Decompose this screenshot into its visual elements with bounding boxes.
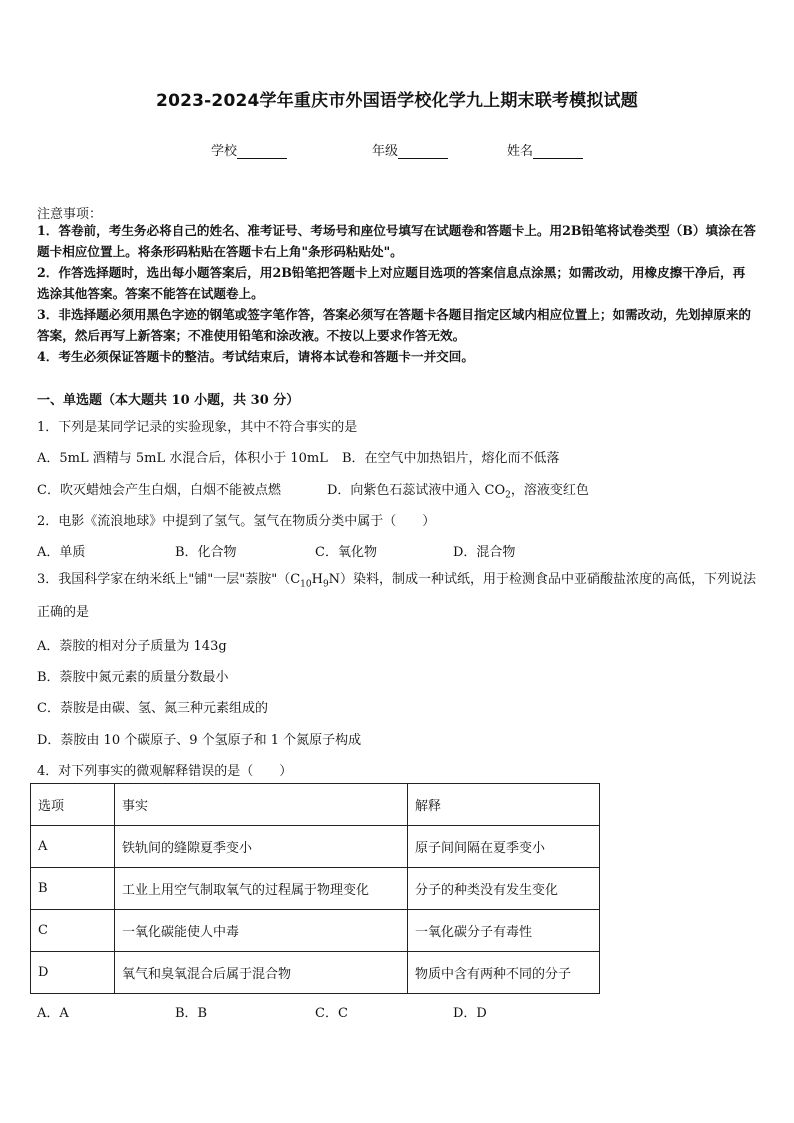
school-field bbox=[211, 140, 287, 159]
q4-option-a: A．A bbox=[37, 1006, 69, 1021]
table-cell: 一氧化碳分子有毒性 bbox=[408, 910, 600, 952]
table-cell: 氧气和臭氧混合后属于混合物 bbox=[115, 952, 408, 994]
table-row bbox=[31, 868, 600, 910]
q1-option-d-text-end: ，溶液变红色 bbox=[510, 483, 589, 498]
table-header-cell: 解释 bbox=[408, 784, 600, 826]
notice-item: 1．答卷前，考生务必将自己的姓名、准考证号、考场号和座位号填写在试题卷和答题卡上。用2B铅笔将试卷类型（B）填涂在答题卡相应位置上。将条形码粘贴在答题卡右上角"条形码粘贴处"。 bbox=[37, 223, 756, 259]
notice-heading: 注意事项： bbox=[37, 207, 103, 222]
notice-item: 4．考生必须保证答题卡的整洁。考试结束后，请将本试卷和答题卡一并交回。 bbox=[37, 349, 474, 364]
table-header-cell: 选项 bbox=[31, 784, 115, 826]
name-blank bbox=[533, 144, 583, 159]
page-title: 2023-2024学年重庆市外国语学校化学九上期末联考模拟试题 bbox=[156, 91, 638, 111]
name-label: 姓名 bbox=[507, 144, 534, 159]
q2-option-c: C．氧化物 bbox=[315, 545, 377, 560]
table-cell: C bbox=[31, 910, 115, 952]
q2-option-d: D．混合物 bbox=[453, 545, 516, 560]
table-cell: 工业上用空气制取氧气的过程属于物理变化 bbox=[115, 868, 408, 910]
q1-option-b: B．在空气中加热铝片，熔化而不低落 bbox=[342, 451, 560, 466]
question-2-stem: 2．电影《流浪地球》中提到了氢气。氢气在物质分类中属于（ ） bbox=[37, 514, 436, 529]
q2-option-b: B．化合物 bbox=[175, 545, 237, 560]
q3-subscript-h: 9 bbox=[322, 579, 329, 590]
q2-option-a: A．单质 bbox=[37, 545, 86, 560]
table-cell: D bbox=[31, 952, 115, 994]
q1-option-a: A．5mL 酒精与 5mL 水混合后，体积小于 10mL bbox=[37, 451, 328, 466]
q1-option-d bbox=[327, 479, 589, 501]
q3-stem-text-end: N）染料，制成一种试纸，用于检测食品中亚硝酸盐浓度的高低，下列说法正确的是 bbox=[37, 572, 757, 620]
grade-blank bbox=[398, 144, 448, 159]
school-label: 学校 bbox=[211, 144, 238, 159]
notice-item: 2．作答选择题时，选出每小题答案后，用2B铅笔把答题卡上对应题目选项的答案信息点涂黑；如需改动，用橡皮擦干净后，再选涂其他答案。答案不能答在试题卷上。 bbox=[37, 265, 746, 301]
table-header-cell: 事实 bbox=[115, 784, 408, 826]
table-cell: A bbox=[31, 826, 115, 868]
q4-option-c: C．C bbox=[315, 1006, 348, 1021]
q3-stem-text: 3．我国科学家在纳米纸上"铺"一层"萘胺"（C bbox=[37, 572, 301, 587]
table-cell: 铁轨间的缝隙夏季变小 bbox=[115, 826, 408, 868]
grade-field bbox=[372, 140, 448, 159]
table-row bbox=[31, 826, 600, 868]
q4-table bbox=[30, 783, 600, 994]
section-title: 一、单选题（本大题共 10 小题，共 30 分） bbox=[37, 393, 300, 408]
name-field bbox=[507, 140, 583, 159]
question-1-stem: 1．下列是某同学记录的实验现象，其中不符合事实的是 bbox=[37, 420, 358, 435]
table-header-row bbox=[31, 784, 600, 826]
question-4-stem: 4．对下列事实的微观解释错误的是（ ） bbox=[37, 764, 293, 779]
table-row bbox=[31, 952, 600, 994]
q3-option-b: B．萘胺中氮元素的质量分数最小 bbox=[37, 670, 229, 685]
table-cell: 分子的种类没有发生变化 bbox=[408, 868, 600, 910]
q1-option-d-subscript: 2 bbox=[505, 490, 511, 501]
notice-item: 3．非选择题必须用黑色字迹的钢笔或签字笔作答，答案必须写在答题卡各题目指定区域内相应位置上；如需改动，先划掉原来的答案，然后再写上新答案；不准使用铅笔和涂改液。不按以上要求作答无效。 bbox=[37, 307, 752, 343]
q3-option-a: A．萘胺的相对分子质量为 143g bbox=[37, 639, 227, 654]
school-blank bbox=[237, 144, 287, 159]
q4-option-d: D．D bbox=[453, 1006, 487, 1021]
table-cell: B bbox=[31, 868, 115, 910]
table-cell: 一氧化碳能使人中毒 bbox=[115, 910, 408, 952]
table-row bbox=[31, 910, 600, 952]
q4-option-b: B．B bbox=[175, 1006, 208, 1021]
question-3-stem bbox=[37, 566, 757, 627]
q3-option-c: C．萘胺是由碳、氢、氮三种元素组成的 bbox=[37, 701, 268, 716]
grade-label: 年级 bbox=[372, 144, 399, 159]
table-cell: 物质中含有两种不同的分子 bbox=[408, 952, 600, 994]
q3-stem-h: H bbox=[311, 572, 323, 587]
table-cell: 原子间间隔在夏季变小 bbox=[408, 826, 600, 868]
q1-option-c: C．吹灭蜡烛会产生白烟，白烟不能被点燃 bbox=[37, 483, 281, 498]
q1-option-d-text: D．向紫色石蕊试液中通入 CO bbox=[327, 483, 506, 498]
q3-subscript-c: 10 bbox=[300, 579, 312, 590]
q3-option-d: D．萘胺由 10 个碳原子、9 个氢原子和 1 个氮原子构成 bbox=[37, 733, 362, 748]
